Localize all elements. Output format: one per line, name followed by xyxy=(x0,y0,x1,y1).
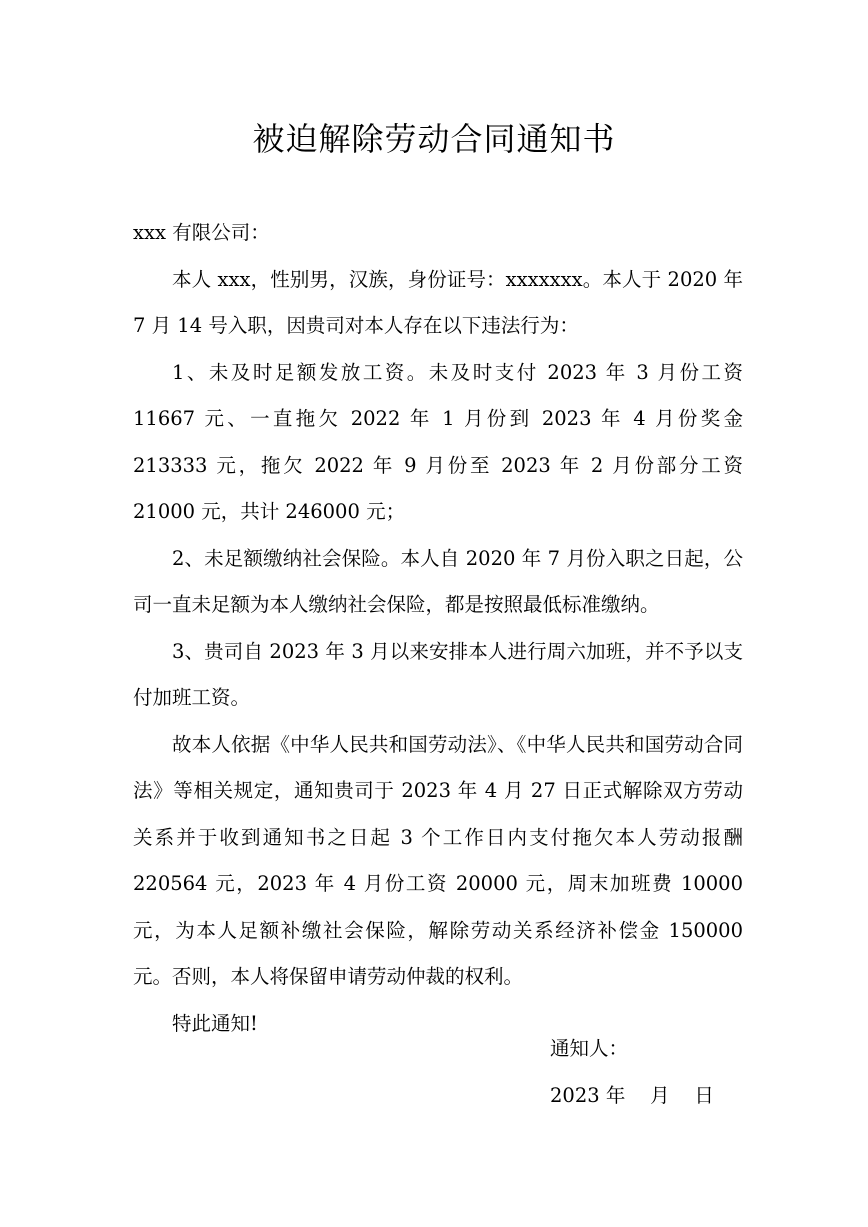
paragraph-closing: 特此通知! xyxy=(172,1011,258,1035)
notifier-label: 通知人： xyxy=(550,1037,629,1060)
paragraph-demand: 故本人依据《中华人民共和国劳动法》、《中华人民共和国劳动合同法》等相关规定，通知贵司于 2023 年 4 月 27 日正式解除双方劳动关系并于收到通知书之日起 3 个工作日内支付拖欠本人劳动报酬 220564 元，2023 年 4 月份工资 20000 元，周末加班费 10000 元，为本人足额补缴社会保险，解除劳动关系经济补偿金 150000 元。否则，本人将保留申请劳动仲裁的权利。 xyxy=(133,732,743,988)
paragraph-intro: 本人 xxx，性别男，汉族，身份证号：xxxxxxx。本人于 2020 年 7 月 14 号入职，因贵司对本人存在以下违法行为： xyxy=(133,267,743,337)
signature-block xyxy=(550,1026,714,1119)
document-title: 被迫解除劳动合同通知书 xyxy=(252,120,616,158)
paragraph-violation-insurance: 2、未足额缴纳社会保险。本人自 2020 年 7 月份入职之日起，公司一直未足额为本人缴纳社会保险，都是按照最低标准缴纳。 xyxy=(133,546,743,616)
document-body xyxy=(133,210,743,1047)
signature-date: 2023 年 月 日 xyxy=(550,1083,714,1107)
paragraph-violation-overtime: 3、贵司自 2023 年 3 月以来安排本人进行周六加班，并不予以支付加班工资。 xyxy=(133,639,743,709)
salutation: xxx 有限公司： xyxy=(133,221,270,244)
paragraph-violation-wages: 1、未及时足额发放工资。未及时支付 2023 年 3 月份工资 11667 元、一直拖欠 2022 年 1 月份到 2023 年 4 月份奖金 213333 元，拖欠 2022 年 9 月份至 2023 年 2 月份部分工资 21000 元，共计 246000 元； xyxy=(133,360,743,523)
